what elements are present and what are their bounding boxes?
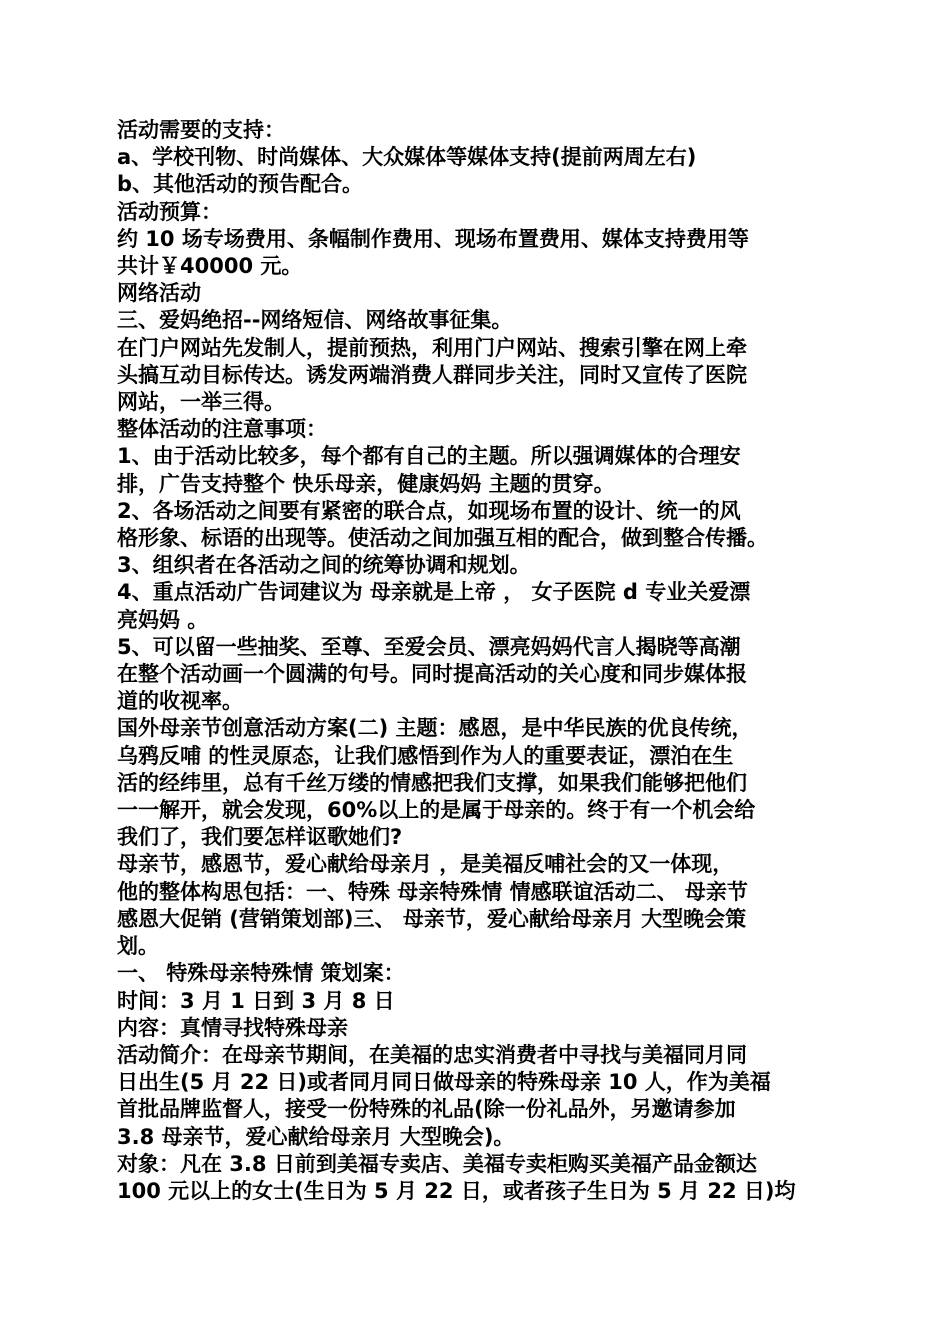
text-line: 一一解开，就会发现，60%以上的是属于母亲的。终于有一个机会给 <box>117 798 756 823</box>
text-line: 一、 特殊母亲特殊情 策划案： <box>117 961 405 986</box>
text-line: 3.8 母亲节，爱心献给母亲月 大型晚会)。 <box>117 1124 515 1149</box>
text-line: a、学校刊物、时尚媒体、大众媒体等媒体支持(提前两周左右) <box>117 145 697 170</box>
text-line: 头搞互动目标传达。诱发两端消费人群同步关注，同时又宣传了医院 <box>117 362 747 387</box>
text-line: 活动需要的支持： <box>117 118 285 142</box>
text-line: 格形象、标语的出现等。使活动之间加强互相的配合，做到整合传播。 <box>117 526 768 551</box>
text-line: 1、由于活动比较多，每个都有自己的主题。所以强调媒体的合理安 <box>117 444 741 469</box>
text-line: 在整个活动画一个圆满的句号。同时提高活动的关心度和同步媒体报 <box>117 662 747 687</box>
text-line: 整体活动的注意事项： <box>117 417 327 442</box>
text-line: 道的收视率。 <box>117 689 243 714</box>
text-line: 4、重点活动广告词建议为 母亲就是上帝 ， 女子医院 d 专业关爱漂 <box>117 580 751 605</box>
text-line: 活动简介：在母亲节期间，在美福的忠实消费者中寻找与美福同月同 <box>117 1042 747 1067</box>
text-line: 活的经纬里，总有千丝万缕的情感把我们支撑，如果我们能够把他们 <box>117 770 747 795</box>
text-line: 5、可以留一些抽奖、至尊、至爱会员、漂亮妈妈代言人揭晓等高潮 <box>117 634 741 659</box>
text-line: 首批品牌监督人，接受一份特殊的礼品(除一份礼品外，另邀请参加 <box>117 1097 736 1122</box>
text-line: 2、各场活动之间要有紧密的联合点，如现场布置的设计、统一的风 <box>117 498 741 523</box>
document-page <box>117 117 837 1205</box>
text-line: 国外母亲节创意活动方案(二) 主题：感恩，是中华民族的优良传统， <box>117 716 753 741</box>
text-line: 他的整体构思包括：一、特殊 母亲特殊情 情感联谊活动二、 母亲节 <box>117 879 748 904</box>
text-line: 划。 <box>117 934 159 959</box>
text-line: 母亲节，感恩节，爱心献给母亲月 ，是美福反哺社会的又一体现， <box>117 852 734 877</box>
text-line: 100 元以上的女士(生日为 5 月 22 日，或者孩子生日为 5 月 22 日)均 <box>117 1178 796 1203</box>
text-line: 在门户网站先发制人，提前预热，利用门户网站、搜索引擎在网上牵 <box>117 335 747 360</box>
text-line: 共计￥40000 元。 <box>117 254 303 279</box>
text-line: 乌鸦反哺 的性灵原态，让我们感悟到作为人的重要表证，漂泊在生 <box>117 743 734 768</box>
text-line: 时间：3 月 1 日到 3 月 8 日 <box>117 988 395 1013</box>
text-line: 3、组织者在各活动之间的统筹协调和规划。 <box>117 553 531 578</box>
text-line: 我们了，我们要怎样讴歌她们? <box>117 825 403 850</box>
text-line: 排，广告支持整个 快乐母亲，健康妈妈 主题的贯穿。 <box>117 471 615 496</box>
text-line: 三、爱妈绝招--网络短信、网络故事征集。 <box>117 308 513 333</box>
text-line: 活动预算： <box>117 199 222 224</box>
text-line: 内容：真情寻找特殊母亲 <box>117 1015 348 1040</box>
text-line: 网站，一举三得。 <box>117 390 285 415</box>
text-line: 对象：凡在 3.8 日前到美福专卖店、美福专卖柜购买美福产品金额达 <box>117 1151 757 1176</box>
text-line: 约 10 场专场费用、条幅制作费用、现场布置费用、媒体支持费用等 <box>117 226 749 251</box>
text-line: 感恩大促销 (营销策划部)三、 母亲节，爱心献给母亲月 大型晚会策 <box>117 906 747 931</box>
text-line: 亮妈妈 。 <box>117 607 209 632</box>
text-line: b、其他活动的预告配合。 <box>117 172 364 197</box>
text-line: 日出生(5 月 22 日)或者同月同日做母亲的特殊母亲 10 人，作为美福 <box>117 1070 771 1095</box>
text-line: 网络活动 <box>117 281 201 306</box>
